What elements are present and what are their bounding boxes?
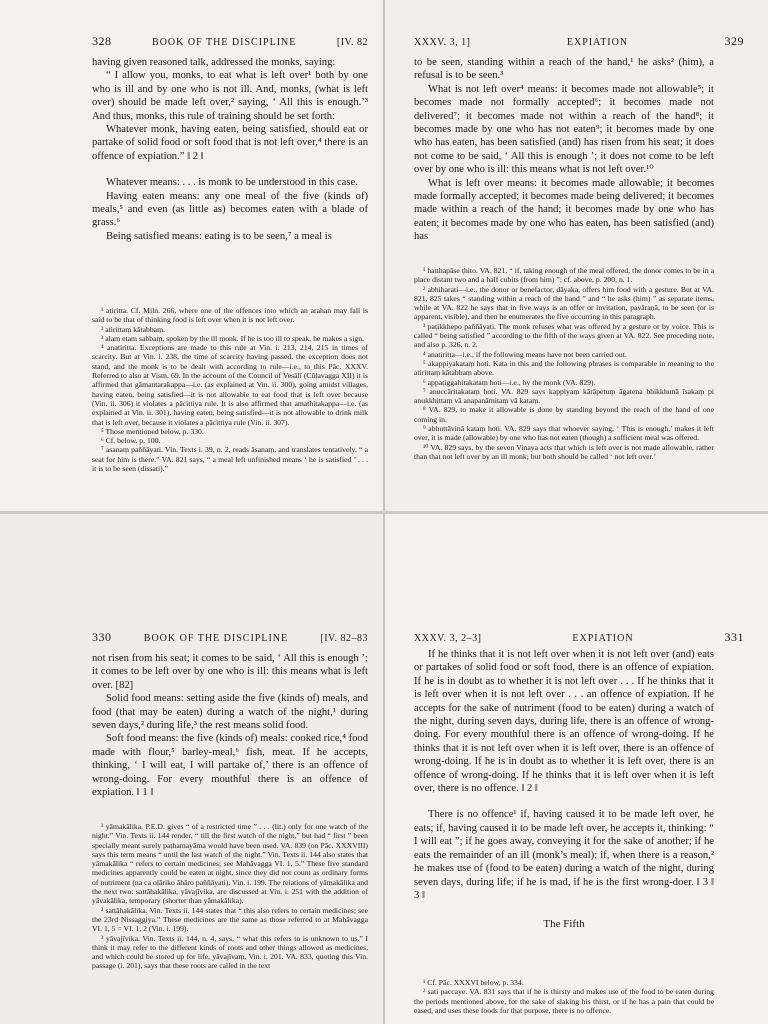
footnote: ⁶ Cf. below, p. 100. bbox=[101, 436, 161, 446]
running-header bbox=[414, 34, 744, 48]
section-ref: [IV. 82–83 bbox=[320, 633, 368, 644]
footnotes bbox=[414, 266, 714, 461]
footnote: ⁹ abhuttāvinā kataṃ hoti. VA. 829 says that whoever saying, ‘ This is enough,’ makes it left over, it is made (allowable) by one who has not eaten (though) a sufficient meal was offered. bbox=[414, 424, 714, 443]
paragraph: Whatever means: . . . is monk to be understood in this case. bbox=[106, 177, 358, 189]
paragraph: “ I allow you, monks, to eat what is left over¹ both by one who is ill and by one who is not ill. And, monks, (what is left over) should be made left over,² saying, ‘ All this is enough.’³ And thus, monks, this rule of training should be set forth: bbox=[92, 70, 368, 122]
paragraph: What is not left over⁴ means: it becomes made not allowable⁵; it becomes made not formally accepted⁶; it becomes made not delivered⁷; it becomes made not within a reach of the hand⁸; it becomes made by one who has not eaten⁹; it becomes made by one who has eaten, has been satisfied (and) has risen from his seat; it does not come to be said, ‘ All this is enough ’; it does not come to be left over by one who is ill: this means what is not left over.¹⁰ bbox=[414, 83, 714, 176]
section-ref: XXXV. 3, 2–3] bbox=[414, 633, 482, 644]
paragraph: Soft food means: the five (kinds of) meals: cooked rice,⁴ food made with flour,⁵ barley-meal,⁶ fish, meat. If he accepts, thinking, ‘ I will eat, I will partake of,’ there is an offence of wrong-doing. For every mouthful there is an offence of expiation. ‖ 1 ‖ bbox=[92, 733, 368, 799]
page-number: 331 bbox=[724, 630, 744, 644]
page-328 bbox=[0, 0, 384, 512]
footnotes bbox=[92, 822, 368, 971]
footnote: ¹ yāmakālika. P.E.D. gives “ of a restricted time ” . . . (lit.) only for one watch of the night.” Vin. Texts ii. 144 render, “ till the first watch of the night,” but had “ first ” been specially meant surely paṭhamayāma would have been used. VA. 839 (on Pāc. XXXVIII) says this term means “ until the last watch of the night.” Vin. Texts ii. 144 also states that yāmakālika “ refers to certain medicines; see Mahāvagga VI. 1, 5.” These five standard medicines apparently could be eaten at night, since they did not count as ordinary forms of nutriment (na ca oḷāriko āhāro paññāyati), Vin. i. 199. The relations of yāmakālika and the next two: sattāhakālika, yāvajīvika, are discussed at Vin. i. 251 with the addition of yāvakālika, temporary (shorter than yāmakālika). bbox=[92, 822, 368, 906]
footnote: ³ alam etam sabbaṃ, spoken by the ill monk. If he is too ill to speak, he makes a sign. bbox=[101, 333, 364, 343]
footnote: ³ paṭikkhepo paññāyati. The monk refuses what was offered by a gesture or by voice. This is called “ being satisfied ” according to the fifth of the ways given at VA. 822. See preceding note, and also p. 326, n. 2. bbox=[414, 321, 714, 350]
paragraph: Having eaten means: any one meal of the five (kinds of) meals,⁵ and even (as little as) becomes eaten with a blade of grass.⁶ bbox=[92, 190, 368, 229]
footnote: ⁴ anatiritta—i.e., if the following means have not been carried out. bbox=[423, 349, 627, 359]
paragraph: There is no offence¹ if, having caused it to be made left over, he eats; if, having caused it to be made left over, he accepts it, thinking: “ I will eat ”; if he goes away, conveying it for the sake of another; if he eats the remainder of an ill (monk’s meal); if, when there is a reason,² he makes use of (food to be eaten) during a watch of the night, during seven days, during life; if he is mad, if he is the first wrong-doer. ‖ 3 ‖ 3 ‖ bbox=[414, 809, 714, 901]
paragraph-gap bbox=[414, 795, 714, 808]
footnote: ⁵ Those mentioned below, p. 330. bbox=[101, 426, 204, 436]
paragraph-gap bbox=[92, 163, 368, 176]
running-title: EXPIATION bbox=[572, 633, 634, 644]
page-331 bbox=[384, 512, 768, 1024]
page-number: 329 bbox=[724, 34, 744, 48]
page-gutter bbox=[0, 511, 768, 514]
footnote: ⁵ akappiyakataṃ hoti. Kata in this and the following phrases is comparable in meaning to the atirittaṃ kātabbaṃ above. bbox=[414, 358, 714, 378]
footnote: ² abhiharati—i.e., the donor or benefactor, dāyaka, offers him food with a gesture. But at VA. 821, 825 takes “ standing within a reach of the hand ” and “ he asks (him) ” as separate items, while at VA. 822 he says that in five ways is an offer or invitation, pavāraṇā, to be seen (or is apparent, visible), and then he enumerates the five occurring in this paragraph. bbox=[414, 284, 714, 322]
footnotes bbox=[414, 978, 714, 1015]
main-text bbox=[414, 56, 714, 244]
paragraph: not risen from his seat; it comes to be said, ‘ All this is enough ’; it comes to be left over by one who is ill: this means what is left over. [82] bbox=[92, 653, 368, 691]
section-ref: XXXV. 3, 1] bbox=[414, 37, 471, 48]
page-number: 328 bbox=[92, 34, 112, 48]
paragraph: Solid food means: setting aside the five (kinds of) meals, and food (that may be eaten) during a watch of the night,¹ during seven days,² during life,³ the rest means solid food. bbox=[92, 693, 368, 732]
page-330 bbox=[0, 512, 384, 1024]
footnotes bbox=[92, 306, 368, 473]
paragraph: to be seen, standing within a reach of the hand,¹ he asks² (him), a refusal is to be seen.³ bbox=[414, 57, 714, 82]
footnote: ² atirittaṃ kātabbaṃ. bbox=[101, 324, 165, 334]
page-329 bbox=[384, 0, 768, 512]
footnote: ⁷ asanaṃ paññāyati. Vin. Texts i. 39, n. 2, reads āsanaṃ, and translates tentatively, “ a seat for him is there.” VA. 821 says, “ a meal left unfinished means ‘ he is satisfied ’ . . . it is to be seen (dissati).” bbox=[92, 445, 368, 474]
footnote: ¹ atiritta. Cf. Miln. 266, where one of the offences into which an arahan may fall is said to be that of thinking food is left over when it is not left over. bbox=[92, 306, 368, 325]
footnote: ⁸ VA. 829, to make it allowable is done by standing beyond the reach of the hand of one coming in. bbox=[414, 405, 714, 424]
footnote: ³ yāvajīvika. Vin. Texts ii. 144, n. 4, says, “ what this refers to is unknown to us.” I think it may refer to the different kinds of roots and other things allowed as medicines, and which could be stored up for life, yāvajīvaṃ, Vin. i. 201. VA. 833, quoting this Vin. passage (i. 201), says that these roots are called in the text bbox=[92, 933, 368, 971]
paragraph: Being satisfied means: eating is to be seen,⁷ a meal is bbox=[106, 230, 332, 242]
footnote: ⁴ anatiritta. Exceptions are made to this rule at Vin. i. 213, 214, 215 in times of scarcity. But at Vin. i. 238, the time of scarcity having passed, the exception does not stand, and the monk is to be dealt with according to rule—i.e., to this Pāc. XXXV. Referred to also at Vism. 69. In the account of the Council of Vesālī (Cūḷavagga XII) it is affirmed that gāmantarakappa—i.e. (as explained at Vin. ii. 300), going amidst villages, having eaten, being satisfied—it is not allowable to eat food that is left over because (Vin. ii. 306) it violates a pācittiya rule. It is also affirmed that amathitakappa—i.e. (as explained at Vin. ii. 301), having eaten, being satisfied—it is not allowable to drink milk that is left over, because it violates a pācittiya rule (Vin. ii. 307). bbox=[92, 343, 368, 427]
paragraph: If he thinks that it is not left over when it is not left over (and) eats or partakes of solid food or soft food, there is an offence of expiation. If he is in doubt as to whether it is not left over . . . If he thinks that it is left over when it is not left over . . . an offence of expiation. If he accepts for the sake of nutriment (food to be eaten) during a watch of the night, during seven days, during life, there is an offence of wrong-doing. For every mouthful there is an offence of wrong-doing. If he thinks that it is not left over when it is left over, there is an offence of wrong-doing. If he is in doubt as to whether it is left over, there is an offence of wrong-doing. If he thinks that it is left over when it is left over, there is no offence. ‖ 2 ‖ bbox=[414, 649, 714, 795]
running-title: EXPIATION bbox=[566, 37, 629, 48]
main-text bbox=[92, 652, 368, 799]
section-ref: [IV. 82 bbox=[336, 37, 368, 48]
footnote: ¹ Cf. Pāc. XXXVI below, p. 334. bbox=[423, 978, 524, 987]
paragraph: having given reasoned talk, addressed the monks, saying: bbox=[92, 57, 336, 68]
running-title: BOOK OF THE DISCIPLINE bbox=[143, 633, 289, 644]
running-header bbox=[92, 34, 368, 48]
footnote: ² sattāhakālika. Vin. Texts ii. 144 states that “ this also refers to certain medicines; see the 23rd Nissaggiya.” These medicines are the same as those referred to at Mahāvagga VI. 1, 5 = VI. 1, 2 (Vin. i. 199). bbox=[92, 905, 368, 934]
footnote: ¹ hatthapāse ṭhito. VA. 821, “ if, taking enough of the meal offered, the donor comes to be in a place distant two and a half cubits (from him) ”; cf. above, p. 200, n. 1. bbox=[414, 266, 714, 285]
running-title: BOOK OF THE DISCIPLINE bbox=[152, 37, 297, 48]
main-text bbox=[92, 56, 368, 243]
footnote: ¹⁰ VA. 829 says, by the seven Vinaya acts that which is left over is not made allowable, rather than that not left over by an ill monk; but both should be called ‘ not left over.’ bbox=[414, 442, 714, 461]
running-header bbox=[414, 630, 744, 644]
footnote: ⁷ anuccāritakataṃ hoti. VA. 829 says kappiyaṃ kārāpetuṃ āgatena bhikkhunā īsakaṃ pi anukkhittaṃ vā anapanāmitaṃ vā kataṃ. bbox=[414, 386, 714, 406]
footnote: ² sati paccaye. VA. 831 says that if he is thirsty and makes use of the food to be eaten during the periods mentioned above, for the sake of slaking his thirst, or if he has a pain that could be eased, and uses these foods for that purpose, there is no offence. bbox=[414, 987, 714, 1015]
footnote: ⁶ appaṭiggahitakataṃ hoti—i.e., by the monk (VA. 829). bbox=[423, 377, 596, 387]
main-text bbox=[414, 648, 714, 932]
section-caption: The Fifth bbox=[543, 918, 585, 931]
paragraph: Whatever monk, having eaten, being satisfied, should eat or partake of solid food or soft food that is not left over,⁴ there is an offence of expiation.” ‖ 2 ‖ bbox=[92, 124, 368, 162]
paragraph: What is left over means: it becomes made allowable; it becomes made formally accepted; it becomes made being delivered; it becomes made within a reach of the hand; it becomes made by one who has eaten; it becomes made by one who has eaten, has been satisfied (and) has bbox=[414, 177, 714, 243]
page-number: 330 bbox=[92, 630, 112, 644]
running-header bbox=[92, 630, 368, 644]
